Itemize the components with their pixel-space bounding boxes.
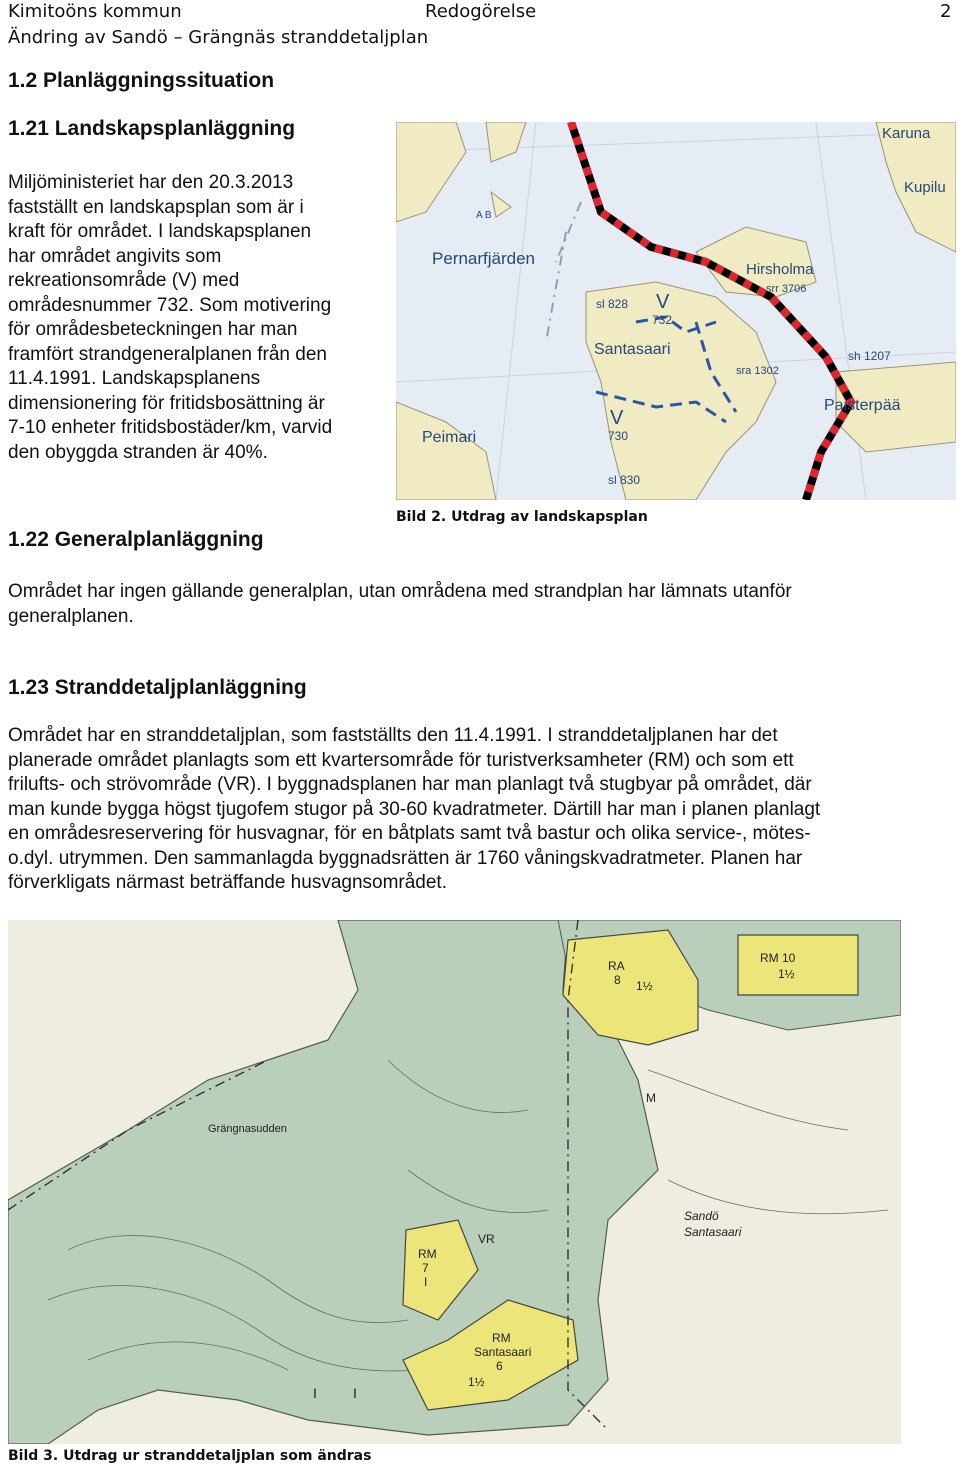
- header-org: Kimitoöns kommun: [8, 1, 182, 22]
- paragraph-line: har området angivits som: [8, 245, 222, 267]
- header-page-number: 2: [940, 1, 952, 22]
- plan-label-rm-santasaari-num: 6: [496, 1359, 503, 1373]
- paragraph-line: kraft för området. I landskapsplanen: [8, 221, 312, 242]
- map-label-paisterpaa: Paisterpää: [824, 397, 901, 414]
- paragraph-line: den obyggda stranden är 40%.: [8, 441, 268, 463]
- map-label-hirsholma: Hirsholma: [746, 261, 814, 278]
- map-label-karuna: Karuna: [882, 125, 931, 142]
- plan-label-rm7: RM: [418, 1247, 437, 1261]
- plan-label-santasaari: Santasaari: [684, 1225, 742, 1239]
- plan-label-grangnasudden: Grängnasudden: [208, 1123, 287, 1135]
- stranddetaljplan-paragraph: [8, 724, 952, 896]
- paragraph-line: områdesnummer 732. Som motivering: [8, 294, 332, 316]
- figure-3-caption: Bild 3. Utdrag ur stranddetaljplan som ändras: [8, 1448, 372, 1464]
- paragraph-line: en områdesreservering för husvagnar, för en båtplats samt två bastur och olika service-, mötes-: [8, 823, 811, 844]
- map-label-v732-num: 732: [652, 313, 673, 327]
- plan-label-sando: Sandö: [684, 1209, 719, 1223]
- plan-label-rm-santasaari-name: Santasaari: [474, 1345, 532, 1359]
- paragraph-line: Området har ingen gällande generalplan, utan områdena med strandplan har lämnats utanför: [8, 581, 792, 602]
- plan-label-ra-num: 8: [614, 973, 621, 987]
- map-label-sh1207: sh 1207: [848, 349, 891, 363]
- paragraph-line: för områdesbeteckningen har man: [8, 319, 298, 340]
- header-doc-type: Redogörelse: [425, 1, 537, 22]
- plan-label-m: M: [646, 1091, 656, 1105]
- plan-label-half: 1½: [778, 967, 795, 981]
- paragraph-line: Området har en stranddetaljplan, som fastställts den 11.4.1991. I stranddetaljplanen har det: [8, 725, 778, 746]
- paragraph-line: frilufts- och strövområde (VR). I byggnadsplanen har man planlagt två stugbyar på området, där: [8, 774, 812, 795]
- paragraph-line: planerade området planlagts som ett kvartersområde för turistverksamheter (RM) och som ett: [8, 749, 794, 771]
- map-label-v730-letter: V: [610, 407, 624, 429]
- paragraph-line: 11.4.1991. Landskapsplanens: [8, 368, 261, 389]
- map-label-santasaari: Santasaari: [594, 341, 671, 358]
- plan-rm-10-block: [738, 935, 858, 995]
- paragraph-line: generalplanen.: [8, 605, 134, 627]
- plan-label-rm7-sub: I: [424, 1275, 428, 1289]
- header-subtitle: Ändring av Sandö – Grängnäs stranddetaljplan: [8, 27, 429, 48]
- map-label-sra1302: sra 1302: [736, 365, 779, 377]
- plan-label-rm-santasaari: RM: [492, 1331, 511, 1345]
- landskapsplan-paragraph: [8, 171, 388, 465]
- stranddetaljplan-map: [8, 920, 901, 1444]
- section-heading-landskapsplanlaggning: 1.21 Landskapsplanläggning: [8, 117, 296, 140]
- paragraph-line: 7-10 enheter fritidsbostäder/km, varvid: [8, 417, 333, 438]
- paragraph-line: dimensionering för fritidsbosättning är: [8, 392, 325, 414]
- map-label-peimari: Peimari: [422, 429, 477, 446]
- plan-label-vr: VR: [478, 1232, 495, 1246]
- map-label-kupilu: Kupilu: [904, 179, 946, 196]
- map-label-sl830: sl 830: [608, 473, 641, 487]
- generalplan-paragraph: [8, 580, 948, 629]
- section-heading-generalplanlaggning: 1.22 Generalplanläggning: [8, 528, 264, 551]
- section-heading-stranddetaljplanlaggning: 1.23 Stranddetaljplanläggning: [8, 676, 307, 699]
- paragraph-line: man kunde bygga högst tjugofem stugor på 30-60 kvadratmeter. Därtill har man i planen planlagt: [8, 798, 821, 820]
- paragraph-line: Miljöministeriet har den 20.3.2013: [8, 172, 294, 193]
- plan-label-rm7-num: 7: [422, 1261, 429, 1275]
- figure-2-caption: Bild 2. Utdrag av landskapsplan: [396, 509, 648, 525]
- plan-label-i: I: [313, 1385, 317, 1401]
- landskapsplan-map: [396, 122, 956, 500]
- paragraph-line: fastställt en landskapsplan som är i: [8, 196, 304, 218]
- paragraph-line: förverkligats närmast beträffande husvagnsområdet.: [8, 872, 447, 893]
- plan-label-half: 1½: [636, 979, 653, 993]
- map-label-pernarfjarden: Pernarfjärden: [432, 249, 536, 268]
- map-label-sl828: sl 828: [596, 297, 629, 311]
- map-label-v730-num: 730: [608, 429, 629, 443]
- map-label-srr3706: srr 3706: [766, 283, 807, 295]
- plan-label-rm10: RM 10: [760, 951, 796, 965]
- map-label-ab: A B: [476, 210, 492, 221]
- paragraph-line: rekreationsområde (V) med: [8, 270, 240, 291]
- plan-label-half: 1½: [468, 1375, 485, 1389]
- plan-label-i: I: [353, 1385, 357, 1401]
- paragraph-line: framfört strandgeneralplanen från den: [8, 343, 327, 365]
- map-label-v732-letter: V: [656, 291, 670, 313]
- plan-label-ra: RA: [608, 959, 625, 973]
- paragraph-line: o.dyl. utrymmen. Den sammanlagda byggnadsrätten är 1760 våningskvadratmeter. Planen har: [8, 847, 803, 869]
- section-heading-planlaggningssituation: 1.2 Planläggningssituation: [8, 69, 275, 92]
